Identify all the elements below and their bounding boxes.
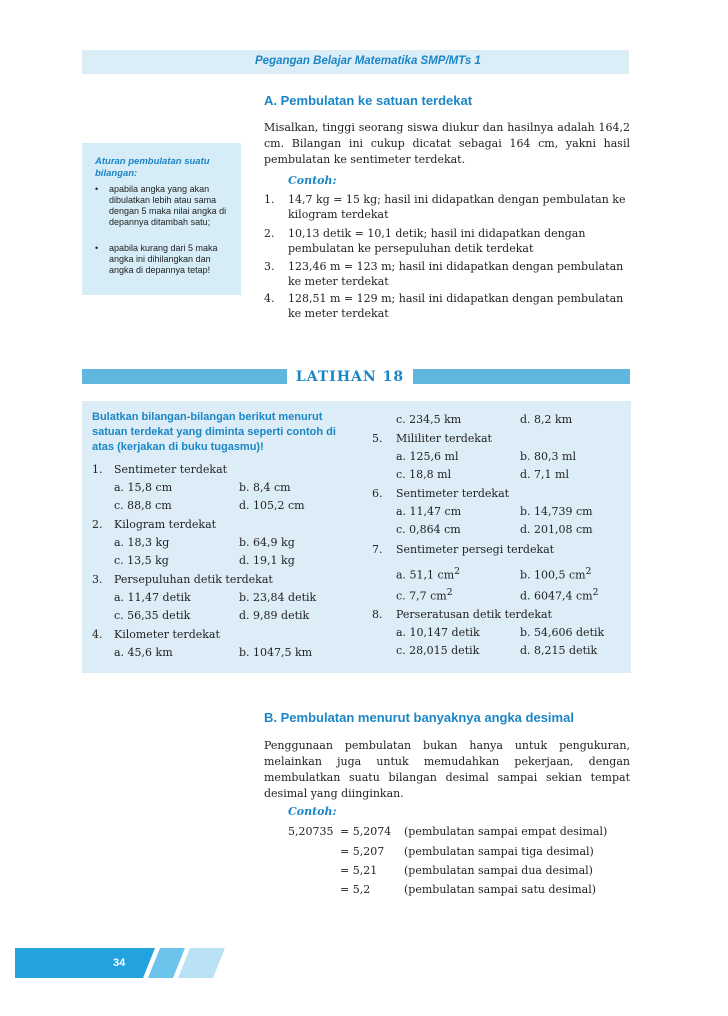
answer-option: b. 23,84 detik [239, 591, 317, 604]
answer-option: a. 10,147 detik [396, 626, 480, 639]
answer-option: b. 64,9 kg [239, 536, 295, 549]
answer-option: a. 11,47 detik [114, 591, 191, 604]
example-number: 1. [264, 193, 275, 206]
answer-option: c. 13,5 kg [114, 554, 169, 567]
answer-option: b. 54,606 detik [520, 626, 605, 639]
answer-option: c. 0,864 cm [396, 523, 461, 536]
answer-option: a. 125,6 ml [396, 450, 459, 463]
example-item [264, 291, 630, 321]
example-text: 128,51 m = 129 m; hasil ini didapatkan dengan pembulatan ke meter terdekat [288, 292, 624, 320]
exercise-instruction: Bulatkan bilangan-bilangan berikut menurut satuan terdekat yang diminta seperti contoh di atas (kerjakan di buku tugasmu)! [92, 411, 336, 453]
rounding-result: = 5,2 [340, 883, 371, 896]
question-number: 3. [92, 573, 103, 586]
answer-option: c. 56,35 detik [114, 609, 191, 622]
question-number: 7. [372, 543, 383, 556]
question-label: Mililiter terdekat [396, 432, 492, 445]
question-number: 1. [92, 463, 103, 476]
answer-option: b. 14,739 cm [520, 505, 593, 518]
answer-option: a. 45,6 km [114, 646, 173, 659]
answer-option: d. 6047,4 $cm^2$ [520, 587, 599, 603]
rule-item: • apabila angka yang akan dibulatkan lebih atau sama dengan 5 maka nilai angka di depannya ditambah satu; [95, 184, 235, 228]
question-label: Perseratusan detik terdekat [396, 608, 552, 621]
example-text: 14,7 kg = 15 kg; hasil ini didapatkan dengan pembulatan ke kilogram terdekat [288, 193, 626, 221]
section-b-paragraph: Penggunaan pembulatan bukan hanya untuk pengukuran, melainkan juga untuk memudahkan pekerjaan, dengan membulatkan suatu bilangan desimal sampai sekian tempat desimal yang diinginkan. [264, 739, 630, 800]
answer-option: d. 9,89 detik [239, 609, 310, 622]
answer-option: b. 8,4 cm [239, 481, 291, 494]
example-item [264, 259, 630, 289]
answer-option: d. 8,215 detik [520, 644, 598, 657]
example-number: 2. [264, 227, 275, 240]
latihan-bar-right [413, 369, 630, 384]
rounding-result: = 5,2074 [340, 825, 392, 838]
answer-option: d. 201,08 cm [520, 523, 593, 536]
answer-option: a. 18,3 kg [114, 536, 170, 549]
answer-option: d. 7,1 ml [520, 468, 569, 481]
rule-item: • apabila kurang dari 5 maka angka ini dihilangkan dan angka di depannya tetap! [95, 243, 235, 276]
question-label: Sentimeter persegi terdekat [396, 543, 555, 556]
example-number: 3. [264, 260, 275, 273]
header-title: Pegangan Belajar Matematika SMP/MTs 1 [255, 55, 481, 67]
rounding-note: (pembulatan sampai satu desimal) [404, 883, 597, 896]
page-number: 34 [113, 957, 126, 969]
rule-title: Aturan pembulatan suatu bilangan: [95, 156, 210, 179]
answer-option: a. 15,8 cm [114, 481, 173, 494]
question-label: Kilometer terdekat [114, 628, 220, 641]
question-label: Sentimeter terdekat [396, 487, 510, 500]
question-label: Kilogram terdekat [114, 518, 217, 531]
rule-item-text: apabila angka yang akan dibulatkan lebih atau sama dengan 5 maka nilai angka di depannya ditambah satu; [109, 184, 227, 227]
rounding-result: = 5,207 [340, 845, 385, 858]
example-item [264, 226, 630, 256]
question-number: 6. [372, 487, 383, 500]
example-text: 10,13 detik = 10,1 detik; hasil ini didapatkan dengan pembulatan ke persepuluhan detik terdekat [288, 227, 586, 255]
answer-option: c. 18,8 ml [396, 468, 452, 481]
section-b-contoh: Contoh: [288, 805, 337, 818]
answer-option: b. 80,3 ml [520, 450, 576, 463]
example-number: 4. [264, 292, 275, 305]
answer-option: d. 19,1 kg [239, 554, 295, 567]
answer-option: d. 8,2 km [520, 413, 573, 426]
example-text: 123,46 m = 123 m; hasil ini didapatkan dengan pembulatan ke meter terdekat [288, 260, 624, 288]
answer-option: c. 7,7 $cm^2$ [396, 587, 453, 603]
rounding-result: = 5,21 [340, 864, 378, 877]
latihan-bar-left [82, 369, 287, 384]
section-b-title: B. Pembulatan menurut banyaknya angka desimal [264, 710, 574, 725]
answer-option: c. 88,8 cm [114, 499, 172, 512]
section-a-title: A. Pembulatan ke satuan terdekat [264, 93, 473, 108]
latihan-title: LATIHAN 18 [295, 369, 405, 385]
section-a-contoh: Contoh: [288, 174, 337, 187]
answer-option: a. 51,1 $cm^2$ [396, 566, 460, 582]
answer-option: a. 11,47 cm [396, 505, 462, 518]
answer-option: d. 105,2 cm [239, 499, 305, 512]
rounding-note: (pembulatan sampai tiga desimal) [404, 845, 594, 858]
rounding-note: (pembulatan sampai empat desimal) [404, 825, 608, 838]
answer-option: b. 100,5 $cm^2$ [520, 566, 592, 582]
answer-option: c. 28,015 detik [396, 644, 480, 657]
example-item [264, 192, 630, 222]
rule-item-text: apabila kurang dari 5 maka angka ini dihilangkan dan angka di depannya tetap! [109, 243, 218, 275]
section-a-paragraph: Misalkan, tinggi seorang siswa diukur dan hasilnya adalah 164,2 cm. Bilangan ini cukup dicatat sebagai 164 cm, yakni hasil pembulatan ke sentimeter terdekat. [264, 121, 630, 166]
question-number: 4. [92, 628, 103, 641]
question-label: Sentimeter terdekat [114, 463, 228, 476]
answer-option: b. 1047,5 km [239, 646, 313, 659]
question-label: Persepuluhan detik terdekat [114, 573, 273, 586]
question-number: 2. [92, 518, 103, 531]
answer-option: c. 234,5 km [396, 413, 462, 426]
rounding-note: (pembulatan sampai dua desimal) [404, 864, 593, 877]
question-number: 8. [372, 608, 383, 621]
question-number: 5. [372, 432, 383, 445]
rounding-lead: 5,20735 [288, 825, 334, 838]
